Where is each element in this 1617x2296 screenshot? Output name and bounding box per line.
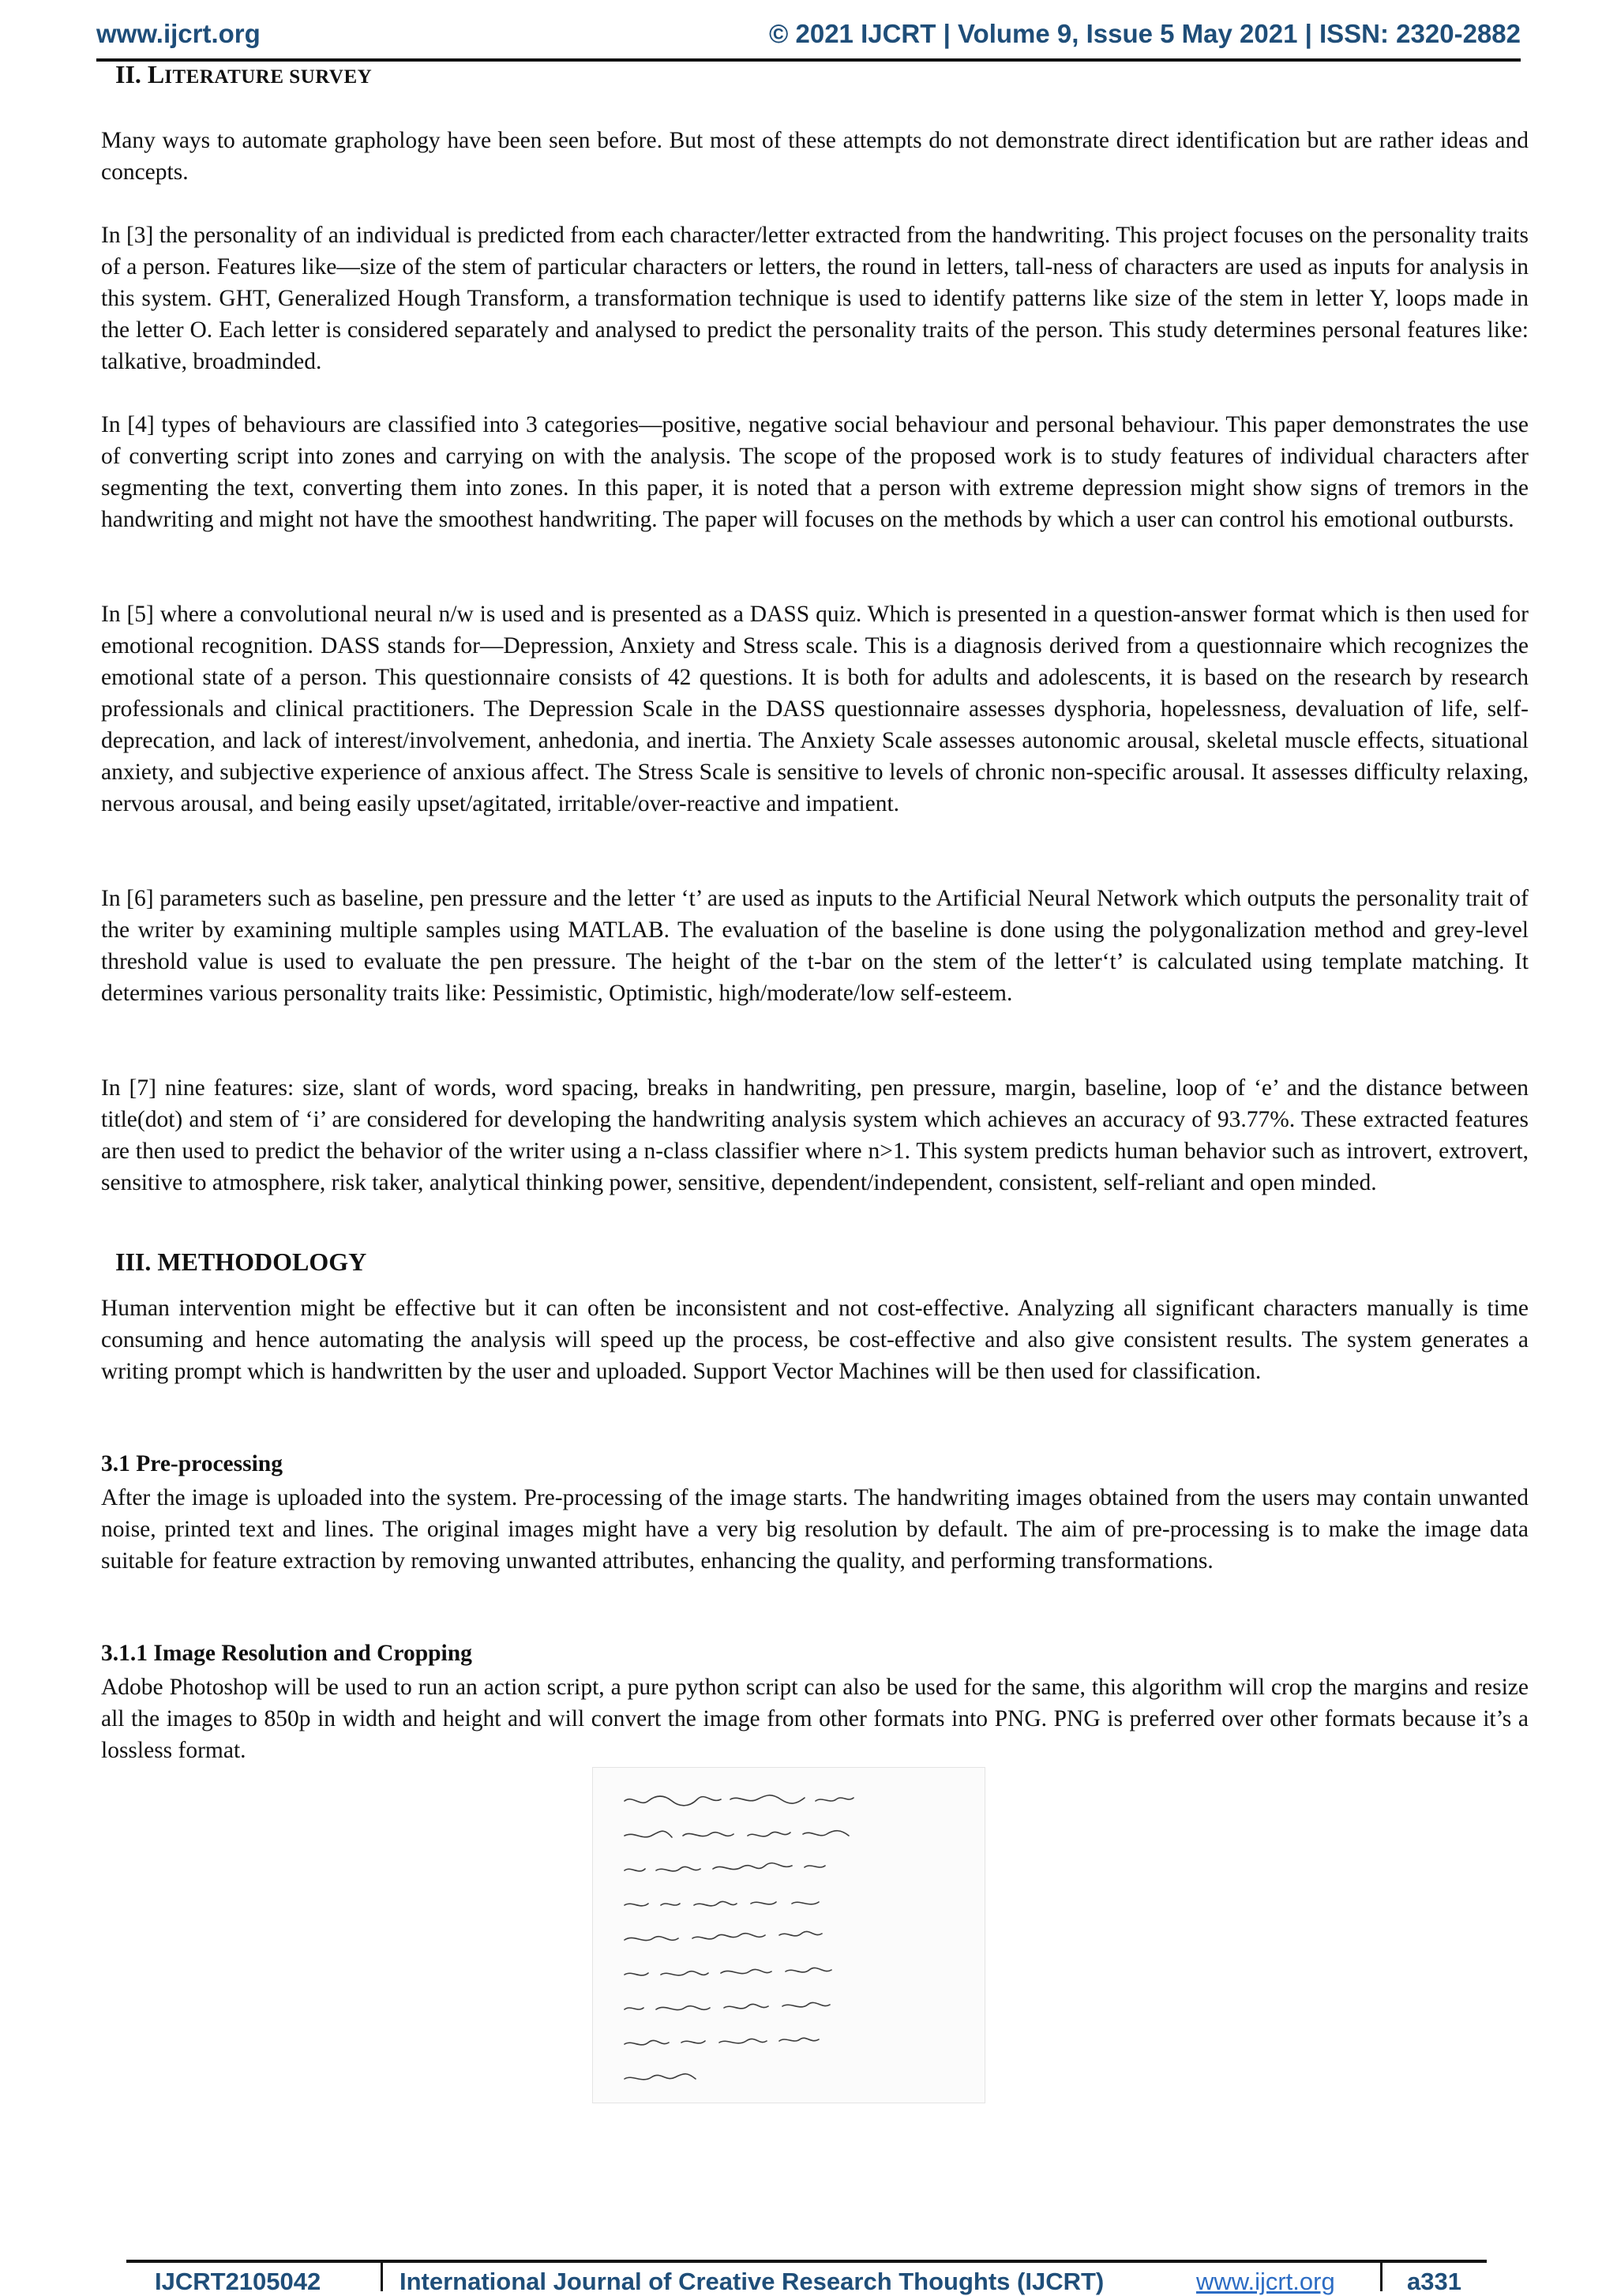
header-citation: © 2021 IJCRT | Volume 9, Issue 5 May 2021 | ISSN: 2320-2882 <box>769 19 1521 48</box>
paragraph-ref-3: In [3] the personality of an individual is predicted from each character/letter extracted from the handwriting. This project focuses on the personality traits of a person. Features like—size of the stem of particular characters or letters, the round in letters, tall-ness of characters are used as inputs for analysis in this system. GHT, Generalized Hough Transform, a transformation technique is used to identify patterns like size of the stem in letter Y, loops made in the letter O. Each letter is considered separately and analysed to predict the personality traits of the person. This study determines personal features like: talkative, broadminded. <box>101 223 1529 374</box>
subsection-title-cropping: 3.1.1 Image Resolution and Cropping <box>101 1641 472 1666</box>
paragraph-methodology: Human intervention might be effective but it can often be inconsistent and not cost-effective. Analyzing all significant characters manually is time consuming and hence automating the analysis will speed up the process, be cost-effective and also give consistent results. The system generates a writing prompt which is handwritten by the user and uploaded. Support Vector Machines will be then used for classification. <box>101 1296 1529 1384</box>
footer-paper-id: IJCRT2105042 <box>155 2268 321 2295</box>
paragraph-ref-6: In [6] parameters such as baseline, pen pressure and the letter ‘t’ are used as inputs to the Artificial Neural Network which outputs the personality trait of the writer by examining multiple samples using MATLAB. The evaluation of the baseline is done using the polygonalization method and grey-level threshold value is used to evaluate the pen pressure. The height of the t-bar on the stem of the letter‘t’ is calculated using template matching. It determines various personality traits like: Pessimistic, Optimistic, high/moderate/low self-esteem. <box>101 886 1529 1006</box>
page-footer <box>126 2260 1487 2295</box>
footer-divider <box>381 2263 383 2291</box>
footer-link[interactable]: www.ijcrt.org <box>1196 2268 1335 2295</box>
footer-journal-name: International Journal of Creative Research Thoughts (IJCRT) <box>400 2268 1105 2295</box>
page-header <box>96 14 1521 62</box>
section-title-literature-survey <box>115 60 372 89</box>
paragraph-intro: Many ways to automate graphology have been seen before. But most of these attempts do not demonstrate direct identification but are rather ideas and concepts. <box>101 128 1529 185</box>
paragraph-ref-4: In [4] types of behaviours are classified into 3 categories—positive, negative social behaviour and personal behaviour. This paper demonstrates the use of converting script into zones and carrying on with the analysis. The scope of the proposed work is to study features of individual characters after segmenting the text, converting them into zones. In this paper, it is noted that a person with extreme depression might show signs of tremors in the handwriting and might not have the smoothest handwriting. The paper will focuses on the methods by which a user can control his emotional outbursts. <box>101 412 1529 532</box>
section-title-rest: ITERATURE SURVEY <box>164 66 373 88</box>
section-number: II. L <box>115 60 165 88</box>
section-title-methodology: III. METHODOLOGY <box>115 1247 367 1276</box>
paragraph-preprocessing: After the image is uploaded into the system. Pre-processing of the image starts. The handwriting images obtained from the users may contain unwanted noise, printed text and lines. The original images might have a very big resolution by default. The aim of pre-processing is to make the image data suitable for feature extraction by removing unwanted attributes, enhancing the quality, and performing transformations. <box>101 1485 1529 1574</box>
handwriting-sample-image <box>592 1767 985 2103</box>
header-site[interactable]: www.ijcrt.org <box>96 19 261 48</box>
paragraph-ref-7: In [7] nine features: size, slant of words, word spacing, breaks in handwriting, pen pressure, margin, baseline, loop of ‘e’ and the distance between title(dot) and stem of ‘i’ are considered for developing the handwriting analysis system which achieves an accuracy of 93.77%. These extracted features are then used to predict the behavior of the writer using a n-class classifier where n>1. This system predicts human behavior such as introvert, extrovert, sensitive to atmosphere, risk taker, analytical thinking power, sensitive, dependent/independent, consistent, self-reliant and open minded. <box>101 1075 1529 1195</box>
footer-page-number: a331 <box>1407 2268 1461 2295</box>
paragraph-cropping: Adobe Photoshop will be used to run an action script, a pure python script can also be used for the same, this algorithm will crop the margins and resize all the images to 850p in width and height and will convert the image from other formats into PNG. PNG is preferred over other formats because it’s a lossless format. <box>101 1675 1529 1763</box>
subsection-title-preprocessing: 3.1 Pre-processing <box>101 1451 283 1476</box>
footer-divider <box>1380 2263 1383 2291</box>
paragraph-ref-5: In [5] where a convolutional neural n/w is used and is presented as a DASS quiz. Which is presented in a question-answer format which is then used for emotional recognition. DASS stands for—Depression, Anxiety and Stress scale. This is a diagnosis derived from a questionnaire which recognizes the emotional state of a person. This questionnaire consists of 42 questions. It is both for adults and adolescents, it is based on the research by research professionals and clinical practitioners. The Depression Scale in the DASS questionnaire assesses dysphoria, hopelessness, devaluation of life, self-deprecation, and lack of interest/involvement, anhedonia, and inertia. The Anxiety Scale assesses autonomic arousal, skeletal muscle effects, situational anxiety, and subjective experience of anxious affect. The Stress Scale is sensitive to levels of chronic non-specific arousal. It assesses difficulty relaxing, nervous arousal, and being easily upset/agitated, irritable/over-reactive and impatient. <box>101 602 1529 816</box>
